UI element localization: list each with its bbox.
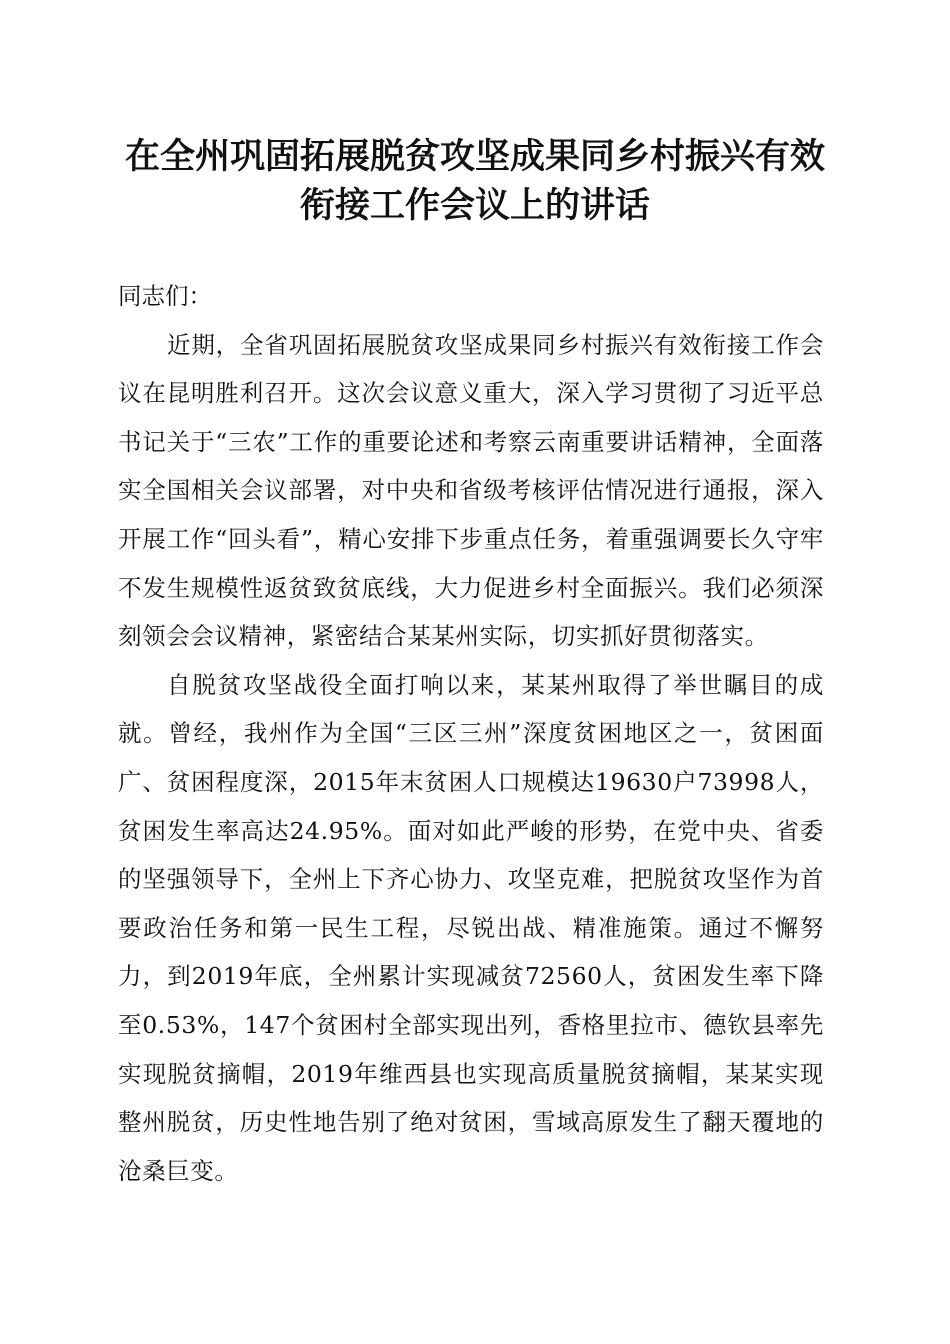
document-body xyxy=(118,272,824,1195)
salutation: 同志们： xyxy=(118,282,212,310)
title-line-2: 衔接工作会议上的讲话 xyxy=(299,185,650,226)
title-line-1: 在全州巩固拓展脱贫攻坚成果同乡村振兴有效 xyxy=(124,136,825,177)
paragraph-1: 近期，全省巩固拓展脱贫攻坚成果同乡村振兴有效衔接工作会议在昆明胜利召开。这次会议意义重大，深入学习贯彻了习近平总书记关于“三农”工作的重要论述和考察云南重要讲话精神，全面落实全国相关会议部署，对中央和省级考核评估情况进行通报，深入开展工作“回头看”，精心安排下步重点任务，着重强调要长久守牢不发生规模性返贫致贫底线，大力促进乡村全面振兴。我们必须深刻领会会议精神，紧密结合某某州实际，切实抓好贯彻落实。 xyxy=(118,330,824,651)
document-title xyxy=(90,132,860,230)
paragraph-2: 自脱贫攻坚战役全面打响以来，某某州取得了举世瞩目的成就。曾经，我州作为全国“三区三州”深度贫困地区之一，贫困面广、贫困程度深，2015年末贫困人口规模达19630户73998人，贫困发生率高达24.95%。面对如此严峻的形势，在党中央、省委的坚强领导下，全州上下齐心协力、攻坚克难，把脱贫攻坚作为首要政治任务和第一民生工程，尽锐出战、精准施策。通过不懈努力，到2019年底，全州累计实现减贫72560人，贫困发生率下降至0.53%，147个贫困村全部实现出列，香格里拉市、德钦县率先实现脱贫摘帽，2019年维西县也实现高质量脱贫摘帽，某某实现整州脱贫，历史性地告别了绝对贫困，雪域高原发生了翻天覆地的沧桑巨变。 xyxy=(118,670,824,1185)
